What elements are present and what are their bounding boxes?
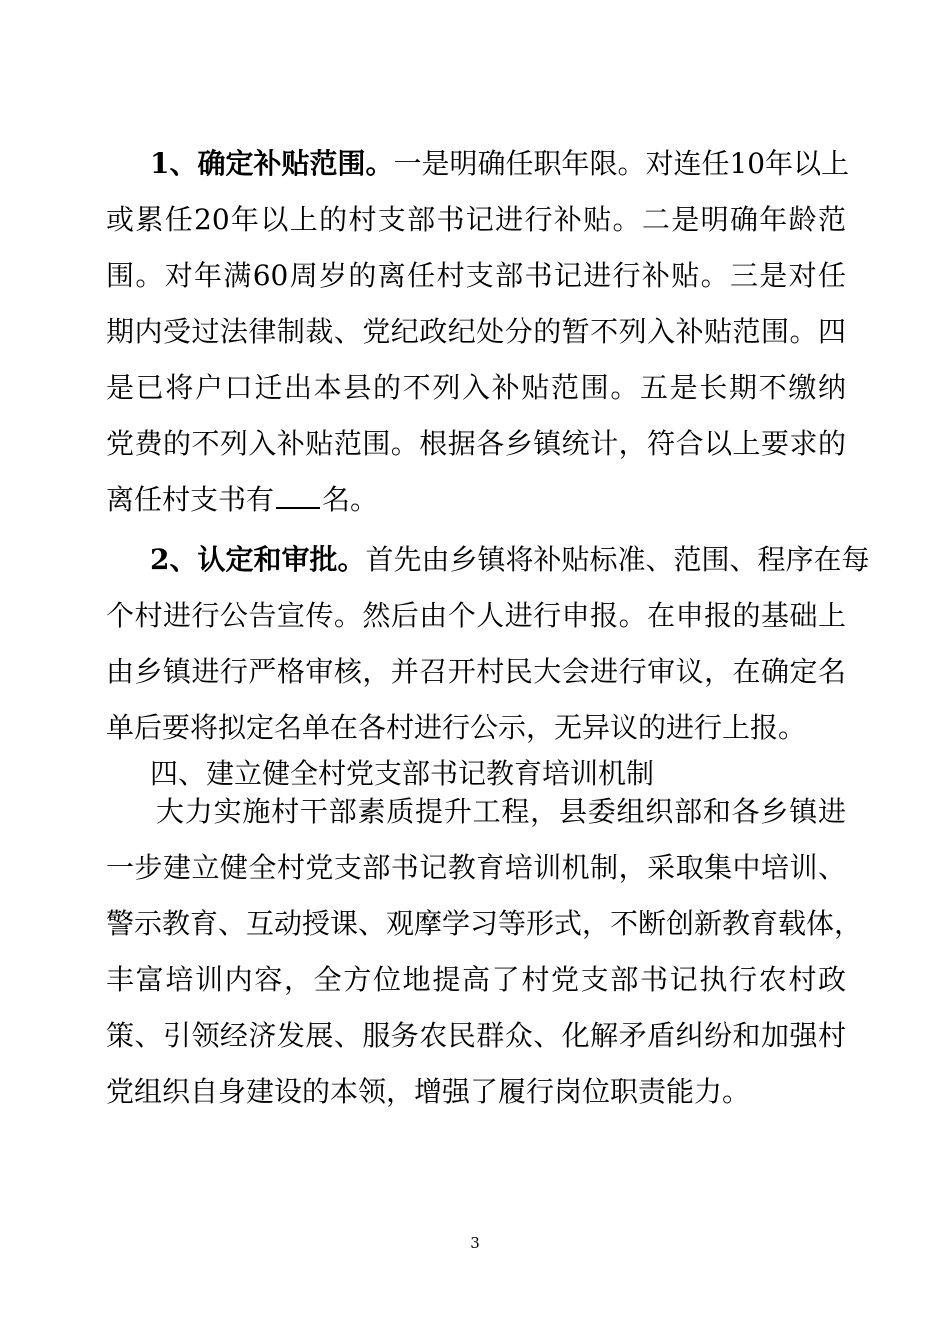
paragraph-2-heading: 2、认定和审批。 xyxy=(150,543,366,576)
paragraph-2-line-4: 单后要将拟定名单在各村进行公示，无异议的进行上报。 xyxy=(106,711,807,744)
page-number: 3 xyxy=(470,1234,480,1252)
paragraph-1-line-4: 期内受过法律制裁、党纪政纪处分的暂不列入补贴范围。四 xyxy=(106,315,846,348)
paragraph-1-line-2: 或累任20年以上的村支部书记进行补贴。二是明确年龄范 xyxy=(106,203,846,236)
paragraph-1-text-1: 一是明确任职年限。对连任10年以上 xyxy=(393,147,850,180)
paragraph-1-heading: 1、确定补贴范围。 xyxy=(150,147,394,180)
fill-in-blank xyxy=(276,481,320,509)
paragraph-1-text-7b: 名。 xyxy=(322,483,379,516)
paragraph-1-line-3: 围。对年满60周岁的离任村支部书记进行补贴。三是对任 xyxy=(106,259,846,292)
paragraph-3-line-4: 丰富培训内容，全方位地提高了村党支部书记执行农村政 xyxy=(106,963,846,996)
paragraph-3-line-3: 警示教育、互动授课、观摩学习等形式，不断创新教育载体， xyxy=(106,907,863,940)
paragraph-3-line-2: 一步建立健全村党支部书记教育培训机制，采取集中培训、 xyxy=(106,851,846,884)
paragraph-1-line-1 xyxy=(150,144,850,184)
paragraph-1-text-7a: 离任村支书有 xyxy=(106,483,275,516)
paragraph-1-line-6: 党费的不列入补贴范围。根据各乡镇统计，符合以上要求的 xyxy=(106,427,846,460)
paragraph-2-line-3: 由乡镇进行严格审核，并召开村民大会进行审议，在确定名 xyxy=(106,655,846,688)
paragraph-1-line-5: 是已将户口迁出本县的不列入补贴范围。五是长期不缴纳 xyxy=(106,371,846,404)
paragraph-2-line-1 xyxy=(150,540,870,580)
paragraph-2-line-2: 个村进行公告宣传。然后由个人进行申报。在申报的基础上 xyxy=(106,599,846,632)
paragraph-3-line-6: 党组织自身建设的本领，增强了履行岗位职责能力。 xyxy=(106,1075,751,1108)
section-title: 四、建立健全村党支部书记教育培训机制 xyxy=(150,757,655,790)
paragraph-1-line-7 xyxy=(106,480,846,520)
paragraph-2-text-1: 首先由乡镇将补贴标准、范围、程序在每 xyxy=(365,543,870,576)
paragraph-3-line-1: 大力实施村干部素质提升工程，县委组织部和各乡镇进 xyxy=(156,795,846,828)
paragraph-3-line-5: 策、引领经济发展、服务农民群众、化解矛盾纠纷和加强村 xyxy=(106,1019,846,1052)
